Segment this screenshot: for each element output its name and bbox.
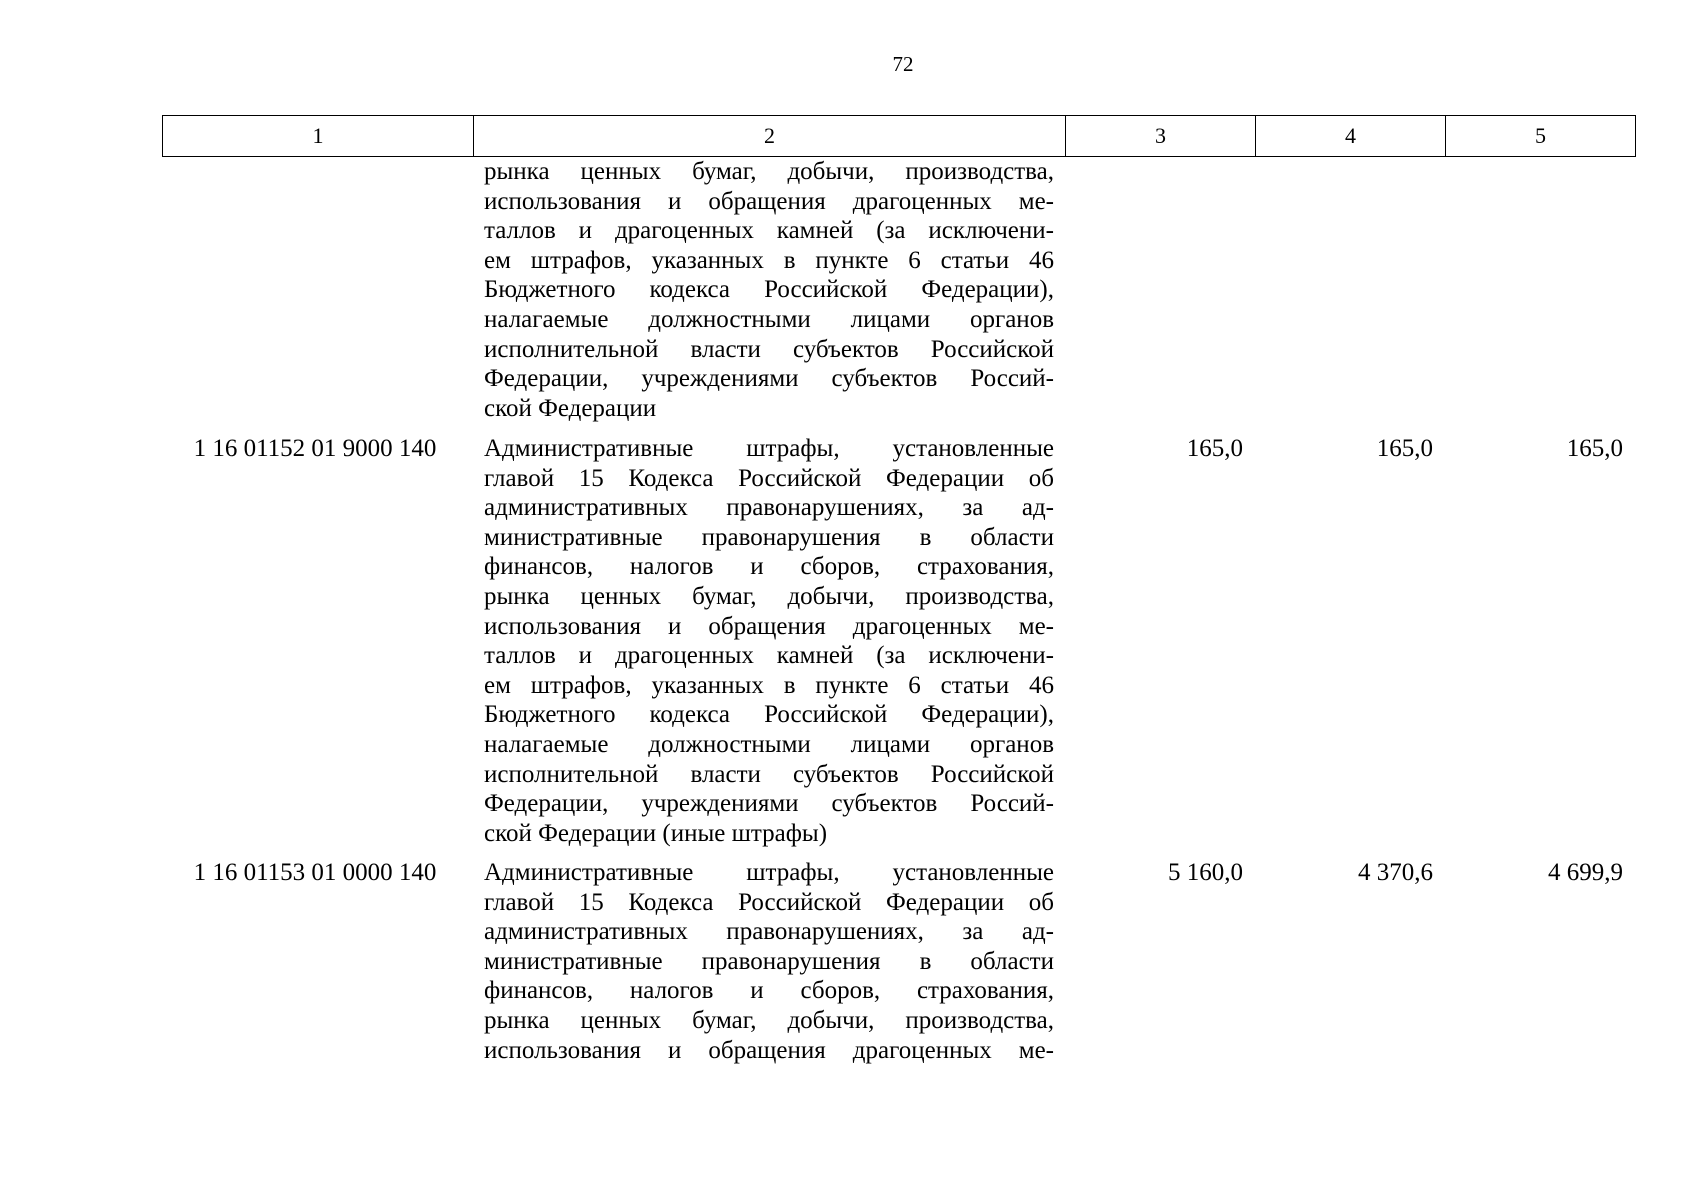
row-2-col-3-value: 5 160,0 bbox=[1168, 859, 1243, 886]
table-header bbox=[162, 115, 1636, 157]
header-col-4: 4 bbox=[1256, 116, 1446, 157]
row-1-col-5-value: 165,0 bbox=[1566, 435, 1623, 462]
description-line: Административные штрафы, установленные bbox=[484, 435, 1054, 462]
description-line: ем штрафов, указанных в пункте 6 статьи 46 bbox=[484, 671, 1054, 699]
row-2-col-4-value: 4 370,6 bbox=[1358, 859, 1433, 886]
header-row bbox=[163, 116, 1636, 157]
description-line: таллов и драгоценных камней (за исключени- bbox=[484, 217, 1054, 245]
description-line: Бюджетного кодекса Российской Федерации), bbox=[484, 276, 1054, 304]
description-line: рынка ценных бумаг, добычи, производства, bbox=[484, 1006, 1054, 1034]
description-line: использования и обращения драгоценных ме- bbox=[484, 187, 1054, 215]
header-col-3: 3 bbox=[1066, 116, 1256, 157]
description-line: ем штрафов, указанных в пункте 6 статьи 46 bbox=[484, 246, 1054, 274]
description-line: административных правонарушениях, за ад- bbox=[484, 494, 1054, 522]
row-2-description bbox=[484, 858, 1054, 1065]
header-col-2: 2 bbox=[474, 116, 1066, 157]
description-line: налагаемые должностными лицами органов bbox=[484, 305, 1054, 333]
description-line: главой 15 Кодекса Российской Федерации об bbox=[484, 464, 1054, 492]
description-line: финансов, налогов и сборов, страхования, bbox=[484, 977, 1054, 1005]
row-1-description bbox=[484, 434, 1054, 848]
header-col-5: 5 bbox=[1446, 116, 1636, 157]
description-line: рынка ценных бумаг, добычи, производства, bbox=[484, 158, 1054, 185]
continuation-description bbox=[484, 157, 1054, 423]
description-line: административных правонарушениях, за ад- bbox=[484, 918, 1054, 946]
description-line: Федерации, учреждениями субъектов Россий- bbox=[484, 365, 1054, 393]
description-line: исполнительной власти субъектов Российской bbox=[484, 335, 1054, 363]
row-1-code: 1 16 01152 01 9000 140 bbox=[193, 435, 437, 462]
description-line: Административные штрафы, установленные bbox=[484, 859, 1054, 886]
page-number: 72 bbox=[892, 52, 914, 76]
description-line: министративные правонарушения в области bbox=[484, 523, 1054, 551]
description-line: таллов и драгоценных камней (за исключени- bbox=[484, 642, 1054, 670]
description-line: налагаемые должностными лицами органов bbox=[484, 730, 1054, 758]
description-line: ской Федерации (иные штрафы) bbox=[484, 819, 828, 847]
description-line: министративные правонарушения в области bbox=[484, 947, 1054, 975]
description-line: главой 15 Кодекса Российской Федерации об bbox=[484, 888, 1054, 916]
row-1-col-3-value: 165,0 bbox=[1186, 435, 1243, 462]
description-line: финансов, налогов и сборов, страхования, bbox=[484, 553, 1054, 581]
description-line: Бюджетного кодекса Российской Федерации), bbox=[484, 701, 1054, 729]
description-line: Федерации, учреждениями субъектов Россий- bbox=[484, 790, 1054, 818]
header-col-1: 1 bbox=[163, 116, 474, 157]
row-2-code: 1 16 01153 01 0000 140 bbox=[193, 859, 437, 886]
description-line: рынка ценных бумаг, добычи, производства, bbox=[484, 582, 1054, 610]
description-line: использования и обращения драгоценных ме- bbox=[484, 612, 1054, 640]
row-2-col-5-value: 4 699,9 bbox=[1548, 859, 1623, 886]
row-1-col-4-value: 165,0 bbox=[1376, 435, 1433, 462]
description-line: исполнительной власти субъектов Российской bbox=[484, 760, 1054, 788]
description-line: ской Федерации bbox=[484, 394, 657, 422]
description-line: использования и обращения драгоценных ме- bbox=[484, 1036, 1054, 1064]
